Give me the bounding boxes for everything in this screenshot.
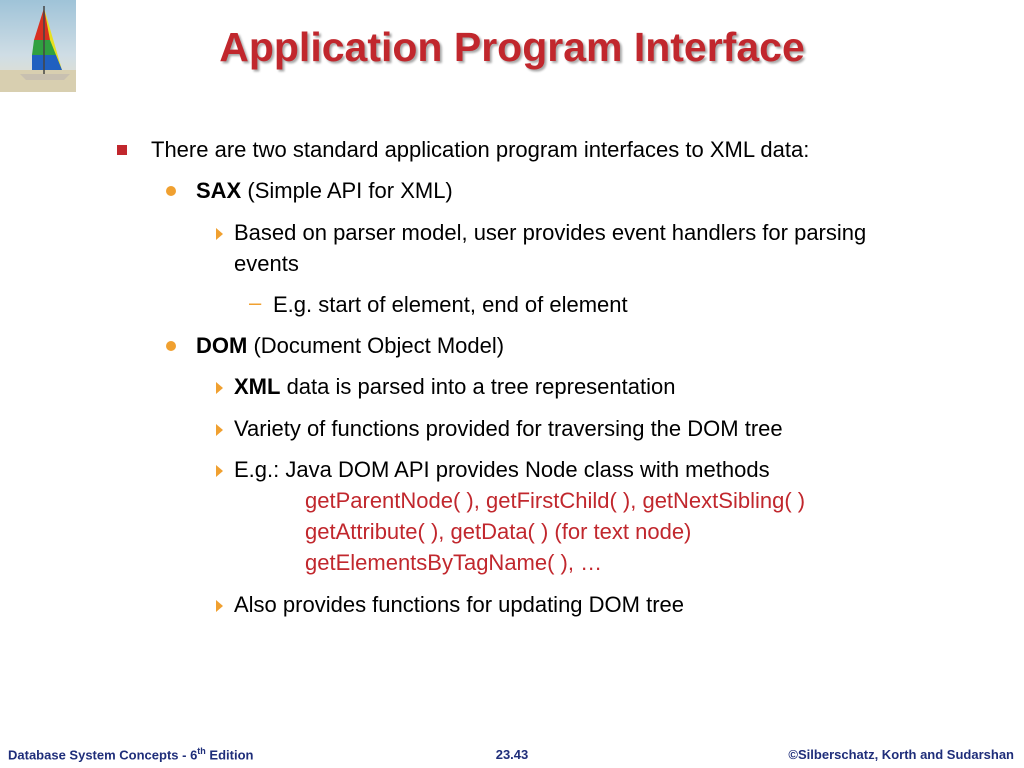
arrow-bullet-icon: [216, 424, 223, 436]
arrow-bullet-icon: [216, 600, 223, 612]
method-list-line-2: getAttribute( ), getData( ) (for text node): [305, 519, 692, 544]
intro-text: There are two standard application program interfaces to XML data:: [151, 137, 810, 162]
dom-point-4: Also provides functions for updating DOM tree: [234, 592, 685, 617]
dom-term: DOM: [196, 333, 248, 358]
footer-book-title-suffix: Edition: [205, 747, 254, 762]
dash-bullet-icon: –: [249, 290, 262, 315]
method-list-line-1: getParentNode( ), getFirstChild( ), getNextSibling( ): [305, 488, 806, 513]
square-bullet-icon: [117, 145, 127, 155]
footer-book-title-prefix: Database System Concepts - 6: [8, 747, 198, 762]
dot-bullet-icon: [166, 341, 176, 351]
sax-example: E.g. start of element, end of element: [273, 292, 628, 317]
xml-term: XML: [234, 374, 281, 399]
dom-point-1-desc: data is parsed into a tree representation: [280, 374, 676, 399]
dom-point-1: [234, 373, 675, 401]
sax-desc: (Simple API for XML): [241, 178, 453, 203]
sax-point-line2: events: [234, 251, 299, 276]
arrow-bullet-icon: [216, 228, 223, 240]
sax-item: [196, 177, 453, 205]
dom-item: [196, 332, 504, 360]
footer-page-number: 23.43: [495, 747, 529, 762]
arrow-bullet-icon: [216, 382, 223, 394]
sax-point-line1: Based on parser model, user provides event handlers for parsing: [234, 220, 867, 245]
slide-title: Application Program Interface: [219, 24, 805, 70]
dom-desc: (Document Object Model): [247, 333, 505, 358]
dot-bullet-icon: [166, 186, 176, 196]
footer-copyright: ©Silberschatz, Korth and Sudarshan: [788, 747, 1014, 762]
method-list-line-3: getElementsByTagName( ), …: [305, 550, 603, 575]
sax-term: SAX: [196, 178, 242, 203]
dom-point-3: E.g.: Java DOM API provides Node class with methods: [234, 457, 770, 482]
footer-book-title-sup: th: [197, 745, 206, 756]
arrow-bullet-icon: [216, 465, 223, 477]
dom-point-2: Variety of functions provided for traversing the DOM tree: [234, 416, 783, 441]
